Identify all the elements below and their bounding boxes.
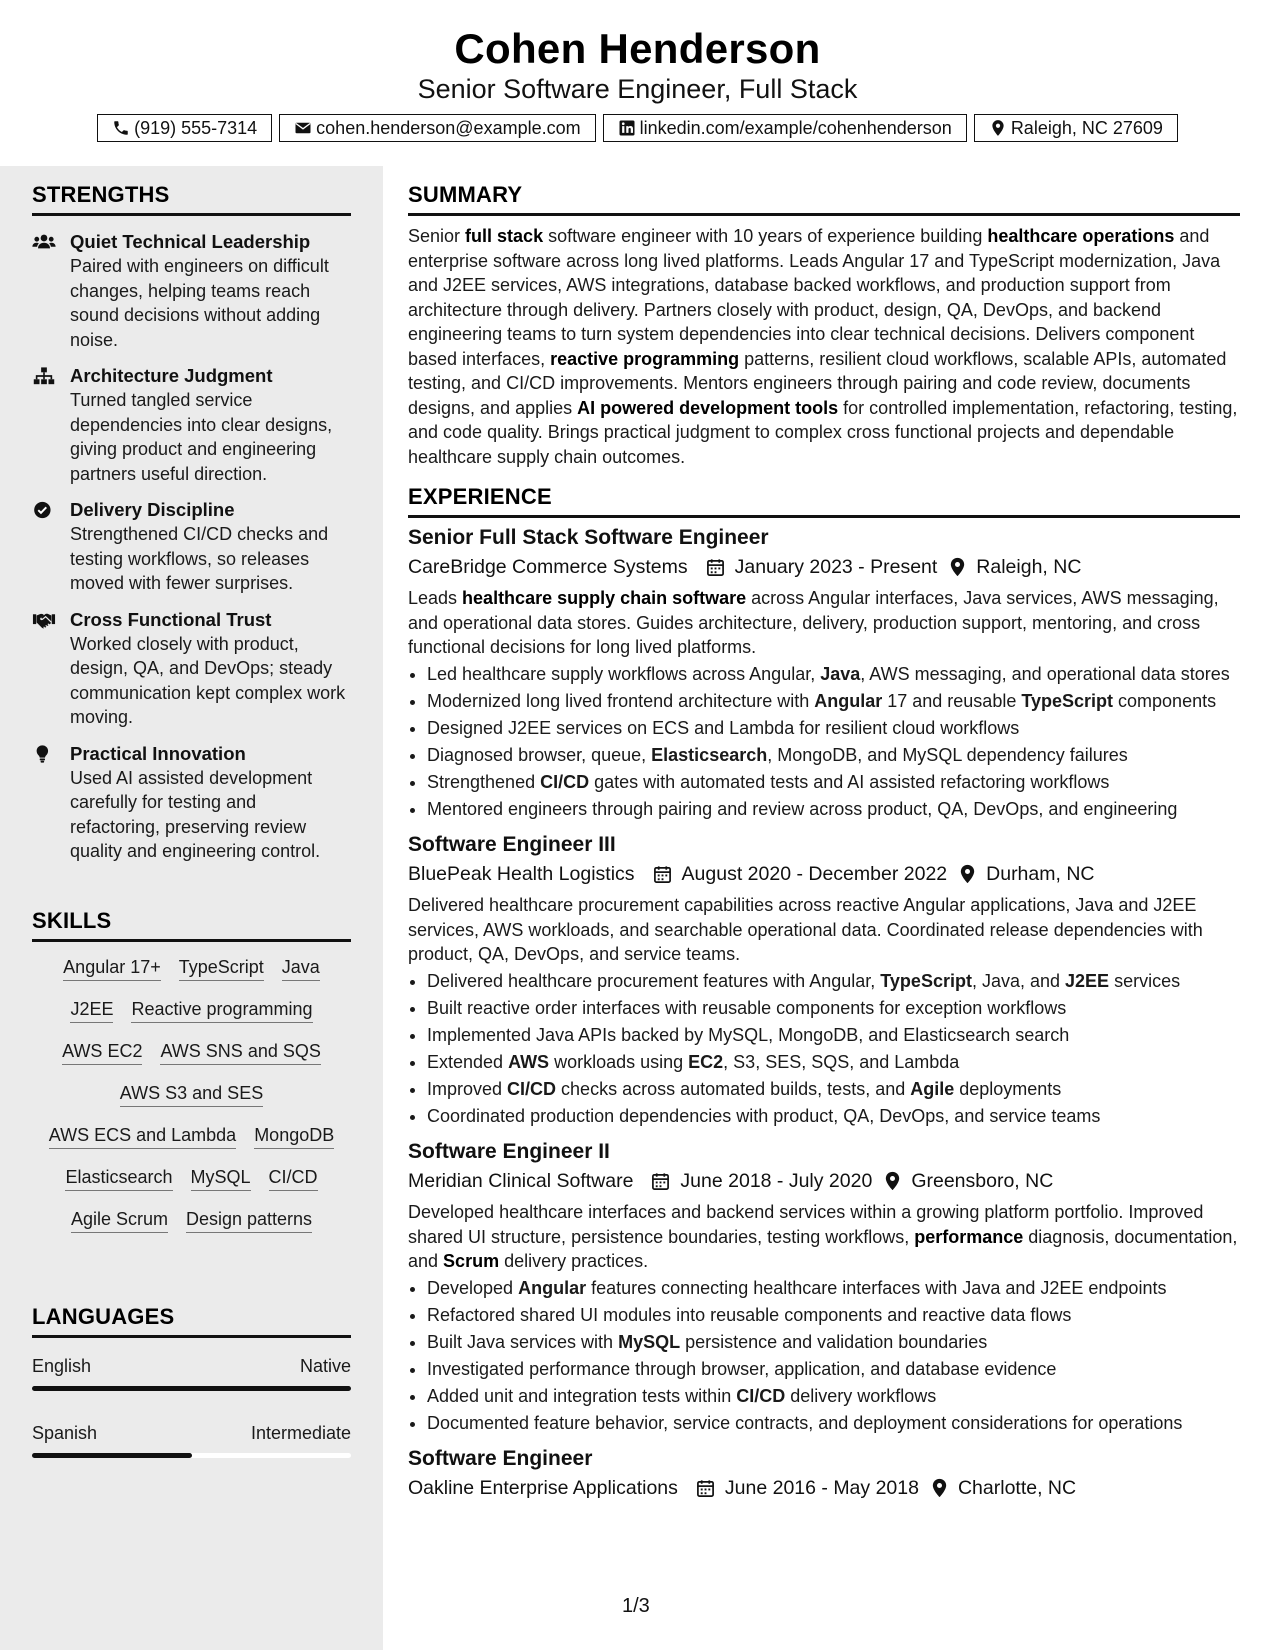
strength-item — [32, 364, 351, 486]
text-run: Delivered healthcare procurement capabilities across reactive Angular applications, Java and J2EE services, AWS workloads, and searchable operational data. Coordinated release dependencies with product, QA, DevOps, and service teams. — [408, 895, 1203, 964]
text-run: Mentored engineers through pairing and review across product, QA, DevOps, and engineering — [427, 798, 1178, 819]
text-run: persistence and validation boundaries — [680, 1331, 988, 1352]
page-number: 1/3 — [622, 1595, 650, 1617]
strength-heading: Cross Functional Trust — [70, 608, 272, 630]
contact-location-text: Raleigh, NC 27609 — [1010, 117, 1163, 138]
text-run: and enterprise software across long lived platforms. Leads Angular 17 and TypeScript modernization, Java and J2EE services, AWS integrations, database backed workflows, and production support from architecture through delivery. Partners closely with product, design, QA, DevOps, and backend engineering teams to turn system dependencies into clear technical decisions. Delivers component based interfaces, — [408, 226, 1221, 369]
text-run: Coordinated production dependencies with product, QA, DevOps, and service teams — [427, 1105, 1101, 1126]
text-run: Delivered healthcare procurement features with Angular, — [427, 970, 881, 991]
job-meta — [408, 552, 1240, 582]
job-meta — [408, 1166, 1240, 1196]
strengths-title: STRENGTHS — [32, 181, 351, 216]
text-run: software engineer with 10 years of experience building — [543, 226, 988, 246]
job-title: Software Engineer III — [408, 833, 616, 856]
location-pin-icon — [884, 1171, 901, 1191]
skill-tag: Agile Scrum — [71, 1206, 168, 1233]
strength-text: Used AI assisted development carefully for testing and refactoring, preserving review quality and engineering control. — [70, 767, 321, 861]
skill-tag: AWS S3 and SES — [120, 1080, 263, 1107]
job-location: Charlotte, NC — [957, 1477, 1077, 1499]
experience-title: EXPERIENCE — [408, 483, 1240, 518]
lightbulb-icon — [32, 745, 56, 763]
calendar-icon — [653, 865, 672, 884]
emphasis-text: EC2 — [688, 1051, 724, 1072]
sitemap-icon — [32, 367, 56, 385]
text-run: Documented feature behavior, service contracts, and deployment considerations for operations — [427, 1412, 1183, 1433]
job-entry — [408, 1138, 1240, 1435]
strength-heading: Quiet Technical Leadership — [70, 231, 311, 252]
bullet-item — [427, 689, 1240, 714]
skill-tag: CI/CD — [269, 1164, 318, 1191]
language-level: Native — [299, 1356, 351, 1376]
text-run: Diagnosed browser, queue, — [427, 744, 652, 765]
contact-email-text: cohen.henderson@example.com — [316, 117, 581, 138]
linkedin-icon — [618, 119, 636, 137]
location-pin-icon — [949, 557, 966, 577]
job-entry — [408, 524, 1240, 821]
emphasis-text: healthcare operations — [987, 226, 1175, 246]
skill-tag: Design patterns — [186, 1206, 312, 1233]
strength-text: Strengthened CI/CD checks and testing workflows, so releases moved with fewer surprises. — [70, 524, 329, 593]
strength-heading: Practical Innovation — [70, 742, 246, 764]
job-dates: June 2018 - July 2020 — [680, 1170, 873, 1192]
text-run: features connecting healthcare interfaces with Java and J2EE endpoints — [586, 1277, 1167, 1298]
emphasis-text: healthcare supply chain software — [462, 588, 747, 608]
language-item — [32, 1354, 351, 1391]
summary-title: SUMMARY — [408, 181, 1240, 216]
skill-tag: AWS SNS and SQS — [160, 1038, 320, 1065]
emphasis-text: MySQL — [618, 1331, 681, 1352]
language-proficiency-bar — [32, 1386, 351, 1391]
text-run: , Java, and — [971, 970, 1066, 991]
bullet-item — [427, 996, 1240, 1021]
job-meta — [408, 1473, 1240, 1503]
job-bullets — [408, 969, 1240, 1129]
emphasis-text: AI powered development tools — [577, 397, 839, 418]
text-run: diagnosis, documentation, and — [408, 1226, 1238, 1271]
emphasis-text: TypeScript — [1021, 690, 1114, 711]
language-name: Spanish — [32, 1423, 98, 1443]
skills-title: SKILLS — [32, 907, 351, 942]
text-run: across Angular interfaces, Java services, AWS messaging, and operational data stores. Guides architecture, delivery, production support, mentoring, and cross functional decisions for long lived platforms. — [408, 588, 1219, 657]
skills-list — [32, 954, 351, 1233]
text-run: delivery workflows — [785, 1385, 937, 1406]
text-run: 17 and reusable — [882, 690, 1022, 711]
bullet-item — [427, 1050, 1240, 1075]
text-run: Senior — [408, 226, 466, 246]
text-run: Built Java services with — [427, 1331, 619, 1352]
candidate-title: Senior Software Engineer, Full Stack — [417, 74, 858, 104]
text-run: Designed J2EE services on ECS and Lambda for resilient cloud workflows — [427, 717, 1020, 738]
language-name: English — [32, 1356, 92, 1376]
text-run: Strengthened — [427, 771, 541, 792]
job-title: Senior Full Stack Software Engineer — [408, 526, 769, 549]
contact-linkedin-text: linkedin.com/example/cohenhenderson — [639, 117, 952, 138]
language-proficiency-fill — [32, 1453, 192, 1458]
bullet-item — [427, 1357, 1240, 1382]
emphasis-text: CI/CD — [507, 1078, 557, 1099]
text-run: for controlled implementation, refactoring, testing, and code quality. Brings practical judgment to complex cross functional projects and dependable healthcare supply chain outcomes. — [408, 397, 1238, 467]
job-location: Durham, NC — [986, 863, 1095, 885]
strength-item — [32, 742, 351, 864]
skill-tag: AWS EC2 — [62, 1038, 142, 1065]
job-dates: August 2020 - December 2022 — [681, 863, 948, 885]
resume-header — [0, 22, 1275, 106]
bullet-item — [427, 1384, 1240, 1409]
candidate-name: Cohen Henderson — [454, 25, 821, 72]
text-run: Added unit and integration tests within — [427, 1385, 737, 1406]
skill-tag: MySQL — [191, 1164, 251, 1191]
skills-section — [32, 907, 351, 1233]
text-run: Developed healthcare interfaces and backend services within a growing platform portfolio. Improved shared UI structure, persistence boundaries, testing workflows, — [408, 1202, 1204, 1247]
summary-text — [408, 224, 1240, 469]
bullet-item — [427, 1023, 1240, 1048]
text-run: , S3, SES, SQS, and Lambda — [723, 1051, 960, 1072]
calendar-icon — [651, 1172, 670, 1191]
users-icon — [32, 233, 56, 251]
text-run: , AWS messaging, and operational data stores — [860, 663, 1230, 684]
text-run: deployments — [954, 1078, 1062, 1099]
emphasis-text: performance — [914, 1226, 1024, 1247]
job-company: Meridian Clinical Software — [408, 1170, 634, 1192]
job-company: BluePeak Health Logistics — [408, 863, 635, 885]
text-run: Led healthcare supply workflows across Angular, — [427, 663, 821, 684]
languages-section — [32, 1303, 351, 1458]
job-bullets — [408, 1276, 1240, 1436]
emphasis-text: J2EE — [1065, 970, 1110, 991]
job-location: Greensboro, NC — [911, 1170, 1054, 1192]
text-run: checks across automated builds, tests, and — [556, 1078, 911, 1099]
emphasis-text: TypeScript — [880, 970, 972, 991]
bullet-item — [427, 1411, 1240, 1436]
emphasis-text: full stack — [465, 226, 544, 246]
text-run: Developed — [427, 1277, 519, 1298]
skill-tag: Java — [282, 954, 320, 981]
strength-heading: Architecture Judgment — [70, 365, 273, 386]
strength-heading: Delivery Discipline — [70, 499, 235, 520]
text-run: services — [1109, 970, 1181, 991]
language-proficiency-bar — [32, 1453, 351, 1458]
emphasis-text: Angular — [518, 1277, 587, 1298]
strength-text: Paired with engineers on difficult changes, helping teams reach sound decisions without adding noise. — [70, 256, 329, 350]
text-run: Modernized long lived frontend architecture with — [427, 690, 815, 711]
job-title: Software Engineer — [408, 1447, 593, 1470]
job-dates: January 2023 - Present — [734, 556, 938, 578]
emphasis-text: Angular — [814, 690, 883, 711]
strength-text: Worked closely with product, design, QA, and DevOps; steady communication kept complex work moving. — [70, 633, 346, 727]
text-run: Investigated performance through browser, application, and database evidence — [427, 1358, 1057, 1379]
text-run: Improved — [427, 1078, 508, 1099]
skill-tag: Angular 17+ — [63, 954, 161, 981]
emphasis-text: AWS — [508, 1051, 550, 1072]
text-run: gates with automated tests and AI assisted refactoring workflows — [589, 771, 1110, 792]
skill-tag: Reactive programming — [131, 996, 312, 1023]
languages-title: LANGUAGES — [32, 1303, 351, 1338]
job-title: Software Engineer II — [408, 1140, 610, 1163]
emphasis-text: CI/CD — [540, 771, 590, 792]
job-location: Raleigh, NC — [976, 556, 1082, 578]
text-run: , MongoDB, and MySQL dependency failures — [767, 744, 1128, 765]
language-level: Intermediate — [250, 1423, 351, 1443]
skill-tag: J2EE — [70, 996, 113, 1023]
text-run: Built reactive order interfaces with reusable components for exception workflows — [427, 997, 1067, 1018]
phone-icon — [112, 119, 130, 137]
skill-tag: Elasticsearch — [65, 1164, 172, 1191]
bullet-item — [427, 1276, 1240, 1301]
contact-email[interactable] — [279, 114, 595, 142]
bullet-item — [427, 716, 1240, 741]
job-entry — [408, 831, 1240, 1128]
job-description — [408, 1200, 1240, 1274]
emphasis-text: Agile — [910, 1078, 955, 1099]
bullet-item — [427, 797, 1240, 822]
bullet-item — [427, 662, 1240, 687]
contact-phone-text: (919) 555-7314 — [134, 117, 258, 138]
check-circle-icon — [32, 501, 56, 519]
strength-item — [32, 498, 351, 596]
text-run: Extended — [427, 1051, 509, 1072]
emphasis-text: Elasticsearch — [651, 744, 768, 765]
emphasis-text: Java — [820, 663, 861, 684]
emphasis-text: reactive programming — [550, 348, 740, 369]
location-pin-icon — [959, 864, 976, 884]
main-column — [408, 181, 1240, 1503]
location-pin-icon — [931, 1478, 948, 1498]
text-run: workloads using — [549, 1051, 689, 1072]
skill-tag: MongoDB — [254, 1122, 334, 1149]
bullet-item — [427, 770, 1240, 795]
job-description — [408, 586, 1240, 660]
contact-linkedin[interactable] — [603, 114, 967, 142]
strength-text: Turned tangled service dependencies into clear designs, giving product and engineering partners useful direction. — [70, 390, 333, 484]
text-run: components — [1113, 690, 1217, 711]
job-bullets — [408, 662, 1240, 822]
contact-bar — [0, 114, 1275, 142]
text-run: patterns, resilient cloud workflows, scalable APIs, automated testing, and CI/CD improvements. Mentors engineers through pairing and code review, documents designs, and applies — [408, 348, 1227, 418]
calendar-icon — [696, 1479, 715, 1498]
language-item — [32, 1421, 351, 1458]
envelope-icon — [294, 119, 312, 137]
bullet-item — [427, 1104, 1240, 1129]
strength-item — [32, 608, 351, 730]
skill-tag: AWS ECS and Lambda — [49, 1122, 236, 1149]
text-run: Refactored shared UI modules into reusable components and reactive data flows — [427, 1304, 1072, 1325]
bullet-item — [427, 1077, 1240, 1102]
bullet-item — [427, 969, 1240, 994]
handshake-icon — [32, 611, 56, 629]
location-pin-icon — [989, 119, 1007, 137]
text-run: Implemented Java APIs backed by MySQL, MongoDB, and Elasticsearch search — [427, 1024, 1070, 1045]
job-company: Oakline Enterprise Applications — [408, 1477, 678, 1499]
skill-tag: TypeScript — [179, 954, 264, 981]
text-run: delivery practices. — [499, 1251, 649, 1271]
text-run: Leads — [408, 588, 463, 608]
calendar-icon — [706, 558, 725, 577]
strengths-section — [32, 181, 351, 864]
bullet-item — [427, 1330, 1240, 1355]
job-meta — [408, 859, 1240, 889]
contact-phone[interactable] — [97, 114, 272, 142]
language-proficiency-fill — [32, 1386, 351, 1391]
job-description — [408, 893, 1240, 967]
job-company: CareBridge Commerce Systems — [408, 556, 688, 578]
job-dates: June 2016 - May 2018 — [724, 1477, 919, 1499]
emphasis-text: CI/CD — [736, 1385, 786, 1406]
bullet-item — [427, 743, 1240, 768]
emphasis-text: Scrum — [443, 1251, 500, 1271]
contact-location — [974, 114, 1178, 142]
strength-item — [32, 230, 351, 352]
job-entry — [408, 1445, 1240, 1503]
bullet-item — [427, 1303, 1240, 1328]
